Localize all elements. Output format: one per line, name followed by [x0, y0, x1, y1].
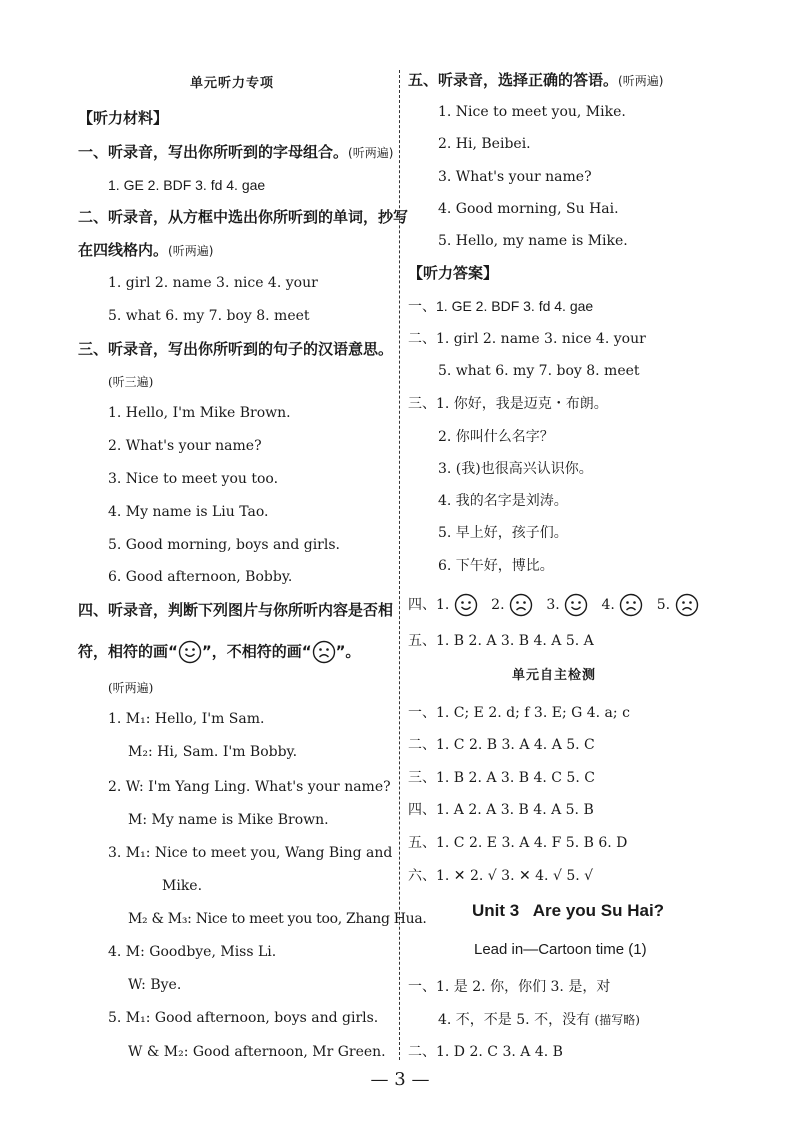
dialogue-line: W: Bye. — [128, 977, 182, 993]
q3-item: 2. What's your name? — [108, 438, 262, 454]
dialogue-line: 5. M₁: Good afternoon, boys and girls. — [108, 1010, 379, 1026]
q2-prompt-line1: 二、听录音，从方框中选出你所听到的单词，抄写 — [78, 208, 409, 226]
q5-prompt: 五、听录音，选择正确的答语。(听两遍) — [408, 71, 664, 89]
sad-face-icon — [312, 640, 336, 664]
q4-note: (听两遍) — [108, 681, 154, 695]
dialogue-line: 4. M: Goodbye, Miss Li. — [108, 944, 277, 960]
q5-item: 5. Hello, my name is Mike. — [438, 233, 628, 249]
sad-face-icon — [675, 593, 699, 617]
q3-item: 1. Hello, I'm Mike Brown. — [108, 405, 291, 421]
answer-line: 一、1. 是 2. 你，你们 3. 是，对 — [408, 979, 611, 995]
answer-line: 一、1. GE 2. BDF 3. fd 4. gae — [408, 298, 594, 314]
q3-item: 4. My name is Liu Tao. — [108, 504, 269, 520]
answer-line: 五、1. C 2. E 3. A 4. F 5. B 6. D — [408, 835, 628, 851]
answer-line: 2. 你叫什么名字？ — [438, 429, 554, 445]
answer-line: 4. 我的名字是刘涛。 — [438, 493, 568, 509]
answer-line: 6. 下午好，博比。 — [438, 558, 554, 574]
dialogue-line: 2. W: I'm Yang Ling. What's your name? — [108, 779, 391, 795]
q1-line: 1. GE 2. BDF 3. fd 4. gae — [108, 177, 266, 193]
lesson-title: Lead in—Cartoon time (1) — [474, 941, 647, 958]
answer-line: 四、1. A 2. A 3. B 4. A 5. B — [408, 802, 594, 818]
dialogue-line: M: My name is Mike Brown. — [128, 812, 329, 828]
dialogue-line: M₂: Hi, Sam. I'm Bobby. — [128, 744, 298, 760]
q4-prompt-line2: 符，相符的画“ ”，不相符的画“ ”。 — [78, 640, 360, 664]
q2-prompt-line2: 在四线格内。(听两遍) — [78, 241, 214, 259]
happy-face-icon — [564, 593, 588, 617]
q3-prompt: 三、听录音，写出你所听到的句子的汉语意思。 — [78, 340, 394, 358]
q5-item: 1. Nice to meet you, Mike. — [438, 104, 626, 120]
q3-note: (听三遍) — [108, 375, 154, 389]
unit-title: Unit 3 Are you Su Hai? — [472, 901, 665, 920]
happy-face-icon — [454, 593, 478, 617]
answer-line: 3. (我)也很高兴认识你。 — [438, 461, 593, 477]
q1-prompt: 一、听录音，写出你所听到的字母组合。(听两遍) — [78, 143, 394, 161]
answer-line: 二、1. D 2. C 3. A 4. B — [408, 1044, 563, 1060]
q2-line1: 1. girl 2. name 3. nice 4. your — [108, 275, 318, 291]
self-test-title: 单元自主检测 — [512, 668, 597, 683]
answer-line: 二、1. girl 2. name 3. nice 4. your — [408, 331, 646, 347]
answer-faces-row: 四、1. 2. 3. 4. 5. — [408, 592, 699, 618]
answer-line: 一、1. C; E 2. d; f 3. E; G 4. a; c — [408, 705, 630, 721]
dialogue-line: Mike. — [162, 878, 203, 894]
answers-heading: 【听力答案】 — [408, 264, 499, 282]
answer-line: 5. what 6. my 7. boy 8. meet — [438, 363, 640, 379]
q4-prompt-line1: 四、听录音，判断下列图片与你所听内容是否相 — [78, 601, 394, 619]
section-title: 单元听力专项 — [190, 76, 275, 91]
q5-item: 2. Hi, Beibei. — [438, 136, 531, 152]
q2-line2: 5. what 6. my 7. boy 8. meet — [108, 308, 310, 324]
q3-item: 3. Nice to meet you too. — [108, 471, 279, 487]
dialogue-line: 3. M₁: Nice to meet you, Wang Bing and — [108, 845, 393, 861]
q5-item: 3. What's your name? — [438, 169, 592, 185]
sad-face-icon — [619, 593, 643, 617]
answer-line: 5. 早上好，孩子们。 — [438, 525, 568, 541]
q5-item: 4. Good morning, Su Hai. — [438, 201, 619, 217]
sad-face-icon — [509, 593, 533, 617]
q3-item: 6. Good afternoon, Bobby. — [108, 569, 293, 585]
page-number: — 3 — — [370, 1069, 430, 1090]
q3-item: 5. Good morning, boys and girls. — [108, 537, 340, 553]
happy-face-icon — [178, 640, 202, 664]
answer-line: 4. 不，不是 5. 不，没有 (描写略) — [438, 1012, 640, 1028]
answer-line: 三、1. 你好，我是迈克・布朗。 — [408, 396, 608, 412]
materials-heading: 【听力材料】 — [78, 109, 169, 127]
answer-line: 二、1. C 2. B 3. A 4. A 5. C — [408, 737, 595, 753]
dialogue-line: W & M₂: Good afternoon, Mr Green. — [128, 1044, 386, 1060]
dialogue-line: 1. M₁: Hello, I'm Sam. — [108, 711, 265, 727]
answer-line: 六、1. ✕ 2. √ 3. ✕ 4. √ 5. √ — [408, 868, 594, 884]
answer-line: 五、1. B 2. A 3. B 4. A 5. A — [408, 633, 594, 649]
answer-line: 三、1. B 2. A 3. B 4. C 5. C — [408, 770, 595, 786]
dialogue-line: M₂ & M₃: Nice to meet you too, Zhang Hua. — [128, 911, 427, 927]
